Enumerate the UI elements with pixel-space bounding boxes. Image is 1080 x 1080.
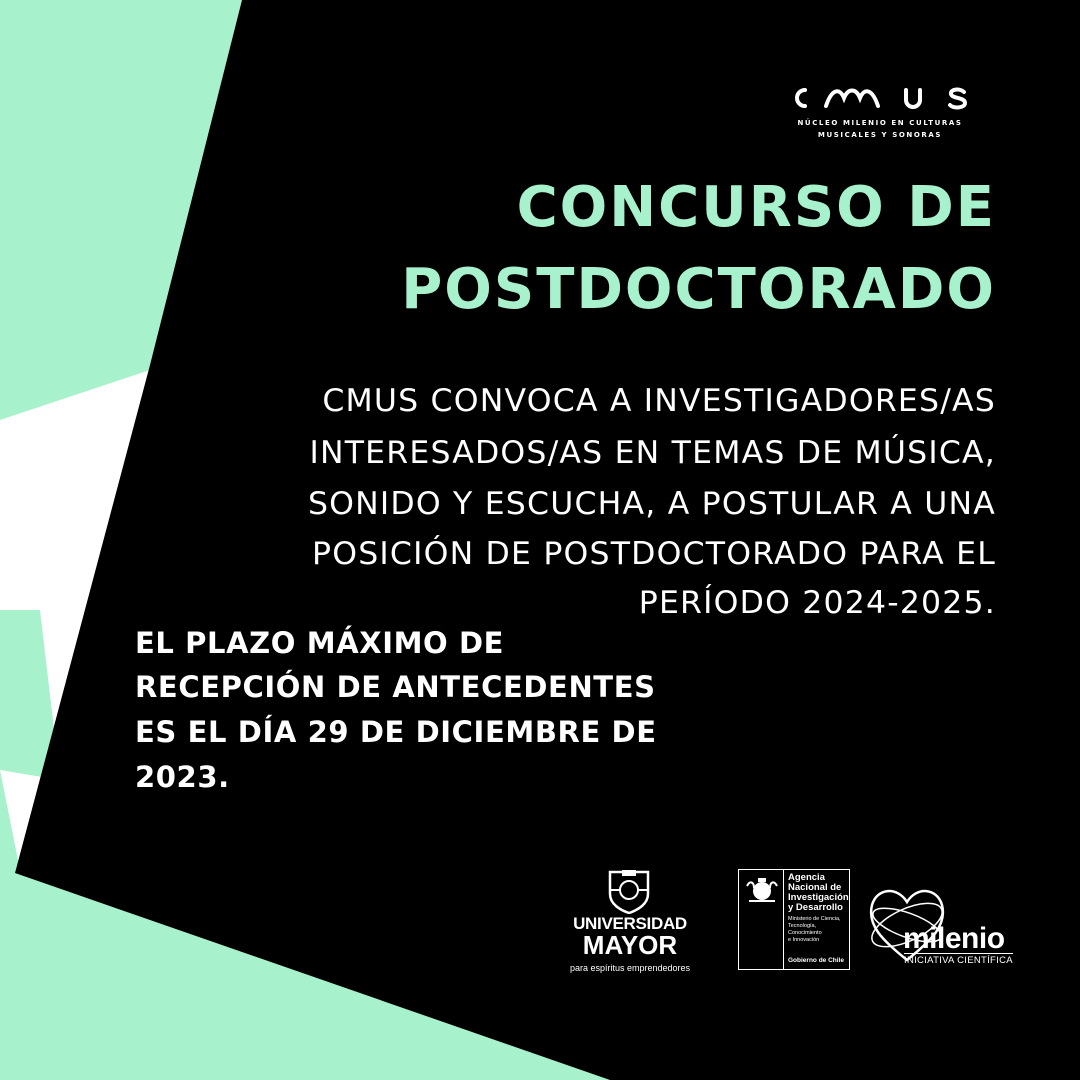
logo-wave <box>826 91 878 107</box>
anid-divider <box>783 870 784 969</box>
anid-ministry-line2: Tecnología, Conocimiento <box>788 923 822 936</box>
deadline-line2: RECEPCIÓN DE ANTECEDENTES <box>135 670 656 704</box>
coat-of-arms-icon <box>745 876 779 904</box>
milenio-name: milenio <box>903 922 1005 955</box>
logo-tagline-line1: NÚCLEO MILENIO EN CULTURAS <box>797 119 963 127</box>
deadline-line1: EL PLAZO MÁXIMO DE <box>135 626 505 660</box>
deadline-line4: 2023. <box>135 760 230 794</box>
anid-ministry-line1: Ministerio de Ciencia, <box>788 916 841 922</box>
title-line2: POSTDOCTORADO <box>401 257 996 322</box>
anid-name-line3: Investigación <box>788 892 849 903</box>
logo-letter-u <box>906 90 920 107</box>
body-line1: CMUS CONVOCA A INVESTIGADORES/AS <box>322 383 996 419</box>
logo-letter-c <box>797 90 805 106</box>
anid-name-line4: y Desarrollo <box>788 902 843 913</box>
milenio-tagline: INICIATIVA CIENTÍFICA <box>904 955 1013 966</box>
universidad-mayor-line1: UNIVERSIDAD <box>573 914 687 933</box>
title-line1: CONCURSO DE <box>516 175 996 240</box>
shield-icon <box>608 868 650 914</box>
universidad-mayor-tagline: para espíritus emprendedores <box>569 963 691 973</box>
body-line5: PERÍODO 2024-2025. <box>638 585 996 621</box>
deadline-line3: ES EL DÍA 29 DE DICIEMBRE DE <box>135 715 657 749</box>
logo-tagline-line2: MUSICALES Y SONORAS <box>817 131 943 139</box>
anid-name-line2: Nacional de <box>788 882 842 893</box>
cmus-logo <box>788 84 973 114</box>
anid-ministry-line3: e Innovación <box>788 937 820 943</box>
body-line2: INTERESADOS/AS EN TEMAS DE MÚSICA, <box>309 435 996 471</box>
logo-letter-s <box>950 90 965 108</box>
universidad-mayor-line2: MAYOR <box>582 930 678 960</box>
anid-logo <box>738 869 850 970</box>
anid-name-line1: Agencia <box>788 872 825 883</box>
body-line4: POSICIÓN DE POSTDOCTORADO PARA EL <box>312 536 996 572</box>
anid-government: Gobierno de Chile <box>788 957 844 964</box>
body-line3: SONIDO Y ESCUCHA, A POSTULAR A UNA <box>307 486 996 522</box>
